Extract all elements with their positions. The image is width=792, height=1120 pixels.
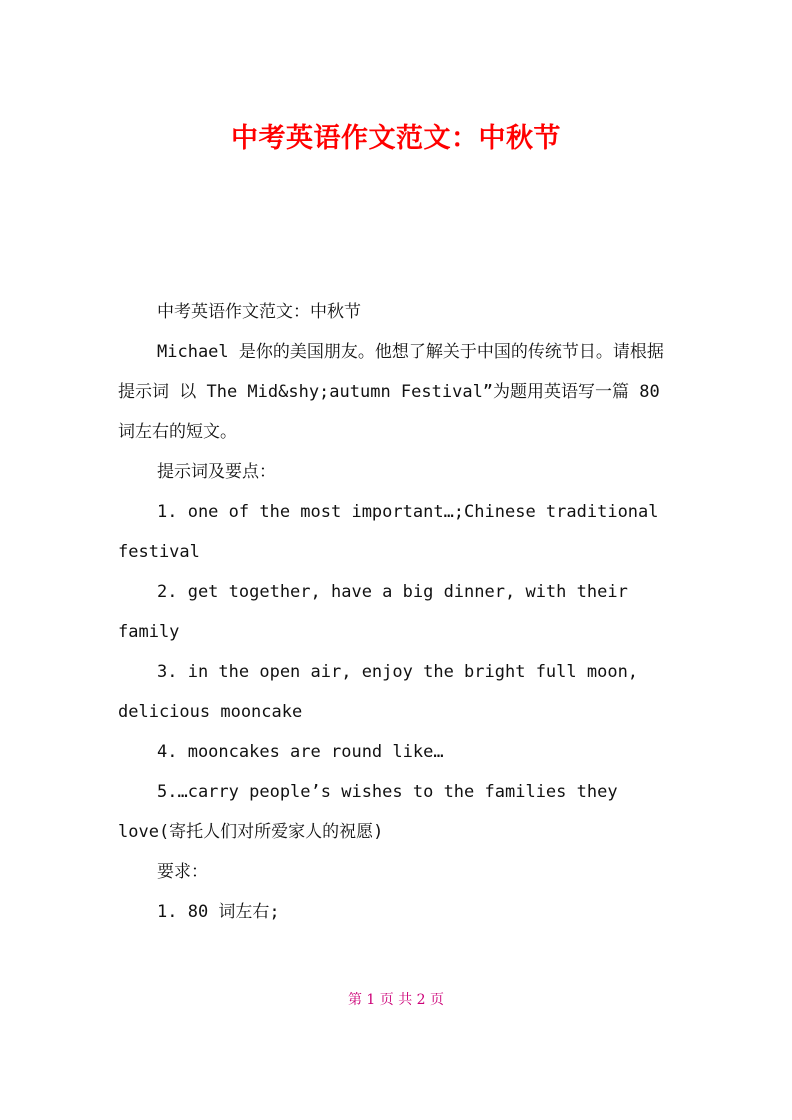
document-body bbox=[118, 292, 674, 932]
hint-item-4: 4. mooncakes are round like… bbox=[157, 742, 444, 762]
requirements-label: 要求： bbox=[157, 862, 208, 882]
requirement-item-1: 1. 80 词左右; bbox=[157, 902, 280, 922]
hint-item-3: 3. in the open air, enjoy the bright full moon, delicious mooncake bbox=[118, 662, 649, 722]
page-footer: 第 1 页 共 2 页 bbox=[347, 992, 445, 1008]
hint-item-2: 2. get together, have a big dinner, with their family bbox=[118, 582, 639, 642]
document-title: 中考英语作文范文：中秋节 bbox=[231, 123, 561, 154]
hint-item-1: 1. one of the most important…;Chinese traditional festival bbox=[118, 502, 669, 562]
paragraph-heading: 中考英语作文范文：中秋节 bbox=[157, 302, 361, 322]
hint-item-5: 5.…carry people’s wishes to the families they love(寄托人们对所爱家人的祝愿) bbox=[118, 782, 628, 842]
paragraph-hints-label: 提示词及要点： bbox=[157, 462, 276, 482]
paragraph-task: Michael 是你的美国朋友。他想了解关于中国的传统节日。请根据提示词 以 The Mid&shy;autumn Festival”为题用英语写一篇 80 词左右的短文。 bbox=[118, 342, 670, 442]
